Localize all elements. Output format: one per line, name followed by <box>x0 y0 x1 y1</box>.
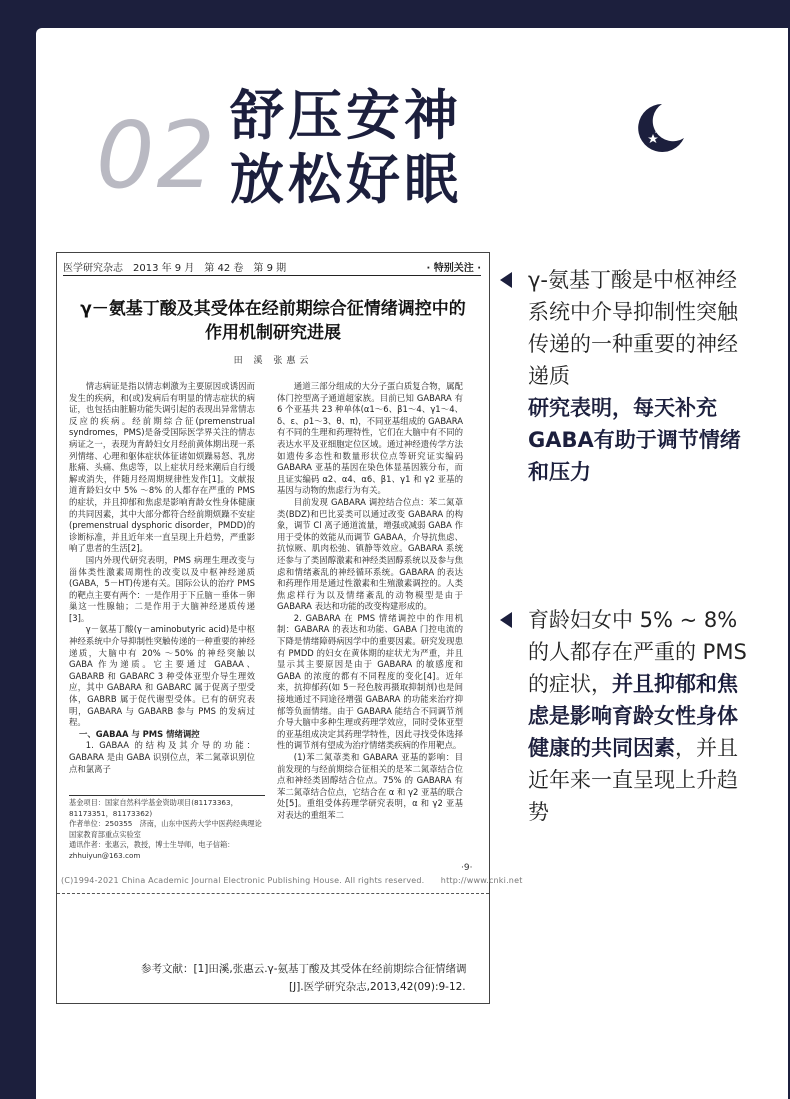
bullet-text <box>528 264 750 488</box>
moon-stars-icon <box>632 100 688 156</box>
reference-line-1: 参考文献：[1]田溪,张惠云.γ-氨基丁酸及其受体在经前期综合征情绪调 <box>141 963 467 975</box>
paragraph: (1)苯二氮䓬类和 GABARA 亚基的影响：目前发现的与经前期综合征相关的是苯二氮䓬结合位点和神经类固醇结合位点。75% 的 GABARA 有苯二氮䓬结合位点，它结合在 α 和 γ2 亚基的联合处[5]。重组受体药理学研究表明，α 和 γ2 亚基对表达的重组苯二 <box>277 752 463 820</box>
triangle-bullet-icon <box>500 272 512 288</box>
journal-article-image <box>56 252 523 1004</box>
article-authors: 田 溪 张惠云 <box>233 356 313 366</box>
page-number: ·9· <box>461 863 473 873</box>
bullet-bold-text: 研究表明，每天补充GABA有助于调节情绪和压力 <box>528 396 741 484</box>
article-left-column <box>69 381 255 811</box>
bullet-gaba-function <box>500 264 750 488</box>
bullet-pms-stats <box>500 604 750 828</box>
article-footnotes <box>69 795 265 861</box>
article-title-line-2: 作用机制研究进展 <box>205 323 341 343</box>
journal-info: 医学研究杂志 2013 年 9 月 第 42 卷 第 9 期 <box>63 263 287 274</box>
bullet-normal-text: γ-氨基丁酸是中枢神经系统中介导抑制性突触传递的一种重要的神经递质 <box>528 268 738 388</box>
journal-section: · 特别关注 · <box>426 263 481 274</box>
bullet-normal-text: 育龄妇女中 5% ~ 8% 的人都存在严重的 PMS 的症状， <box>528 608 747 696</box>
title-line-1: 舒压安神 <box>230 84 462 147</box>
footnote-affiliation: 作者单位：250355 济南，山东中医药大学中医药经典理论国家教育部重点实验室 <box>69 819 262 839</box>
paragraph: 2. GABARA 在 PMS 情绪调控中的作用机制：GABARA 的表达和功能、GABA 门控电流的下降是情绪障碍病因学中的重要因素。研究发现患有 PMDD 的妇女在黄体期的症状尤为严重，并且显示其主要原因是由于 GABARA 的敏感度和 GABA 的浓度的都有不同程度的变化[4]。近年来，抗抑郁药(如 5－羟色胺再摄取抑制剂)也是间接地通过不同途径增强 GABARA 的功能来治疗抑郁等负面情绪。由于 GABARA 能结合不同调节剂介导大脑中多种生理或药理学效应，同时受体亚型的亚基组成决定其药理学特性，因此寻找受体选择性的调节剂有望成为治疗情绪类疾病的作用靶点。 <box>277 612 463 751</box>
dashed-divider <box>57 893 489 894</box>
paragraph: 1. GABAA 的结构及其介导的功能：GABARA 是由 GABA 识别位点，苯二氮䓬识别位点和氯离子 <box>69 740 255 774</box>
triangle-bullet-icon <box>500 612 512 628</box>
section-heading: 一、GABAA 与 PMS 情绪调控 <box>79 728 200 739</box>
journal-header <box>63 259 481 276</box>
title-line-2: 放松好眠 <box>230 148 462 211</box>
paragraph: 目前发现 GABARA 调控结合位点：苯二氮䓬类(BDZ)和巴比妥类可以通过改变 GABARA 的构象，调节 Cl 离子通道流量，增强或减弱 GABA 作用于受体的效能从而调节 GABAA，介导抗焦虑、抗惊厥、肌肉松弛、镇静等效应。GABARA 系统还参与了类固醇激素和神经类固醇系统以及参与焦虑和情绪紊乱的神经循环系统。GABARA 的表达和药理作用是通过性激素和生殖激素调控的。人类焦虑样行为以及情绪紊乱的动物模型是由于 GABARA 表达和功能的改变构建形成的。 <box>277 496 463 612</box>
paragraph: γ－氨基丁酸(γ－aminobutyric acid)是中枢神经系统中介导抑制性突触传递的一种重要的神经递质，大脑中有 20% ～50% 的神经突触以 GABA 作为递质。它主要通过 GABAA、GABARB 和 GABARC 3 种受体亚型介导生理效应，其中 GABARA 和 GABARC 属于促离子型受体，GABRB 属于促代谢型受体。已有的研究表明，GABARA 与 GABARB 参与 PMS 的发病过程。 <box>69 624 255 728</box>
bullet-normal-text-end: ，并且近年来一直呈现上升趋势 <box>528 736 738 824</box>
copyright-notice: (C)1994-2021 China Academic Journal Electronic Publishing House. All rights reserved. http://www.cnki.net <box>61 876 523 885</box>
footnote-correspondence: 通讯作者：张惠云，教授，博士生导师，电子信箱：zhhuiyun@163.com <box>69 840 235 860</box>
footnote-funding: 基金项目：国家自然科学基金资助项目(81173363，81173351，81173362) <box>69 798 238 818</box>
page-title <box>230 84 462 212</box>
paragraph: 国内外现代研究表明，PMS 病理生理改变与甾体类性激素周期性的改变以及中枢神经递质(GABA，5－HT)传递有关。国际公认的治疗 PMS 的靶点主要有两个：一是作用于下丘脑－垂体－卵巢这一性腺轴；二是作用于大脑神经递质传递[3]。 <box>69 554 255 623</box>
article-right-column <box>277 381 463 859</box>
bullet-bold-text: 并且抑郁和焦虑是影响育龄女性身体健康的共同因素 <box>528 672 738 760</box>
bullet-text <box>528 604 750 828</box>
paragraph: 情志病证是指以情志刺激为主要原因或诱因而发生的疾病，和(或)发病后有明显的情志症状的病证，也包括由脏腑功能失调引起的表现出异常情志反应的疾病。经前期综合征(premenstrual syndromes，PMS)是备受国际医学界关注的情志病证之一，表现为育龄妇女月经前黄体期出现一系列情绪、心理和躯体症状体征诸如烦躁易怒、乳房胀痛、头痛、焦虑等，以上症状月经来潮后自行缓解或消失，伴随月经周期规律性发作[1]。文献报道育龄妇女中 5% ～8% 的人都存在严重的 PMS 的症状，并且抑郁和焦虑是影响育龄女性身体健康的共同因素，其中大部分都符合经前期烦躁不安症(premenstrual dysphoric disorder，PMDD)的诊断标准，并且近年来一直呈现上升趋势，严重影响了患者的生活[2]。 <box>69 381 255 554</box>
paragraph: 通道三部分组成的大分子蛋白质复合物，属配体门控型离子通道超家族。目前已知 GABARA 有 6 个亚基共 23 种单体(α1～6、β1～4、γ1～4、δ、ε、ρ1～3、θ、π)，不同亚基组成的 GABARA 有不同的生理和药理特性，它们在大脑中有不同的表达水平及亚细胞定位区域。通过神经遗传学方法如遗传多态性和数量形状位点等研究证实编码 GABARA 亚基的基因在染色体显基因簇分布，而且证实编码 α2、α4、α6、β1、γ1 和 γ2 亚基的基因与动物的焦虑行为有关。 <box>277 381 463 496</box>
article-title-line-1: γ－氨基丁酸及其受体在经前期综合征情绪调控中的 <box>80 299 466 319</box>
section-number: 02 <box>96 102 218 209</box>
reference-line-2: [J].医学研究杂志,2013,42(09):9-12. <box>289 981 466 993</box>
article-title <box>75 297 471 345</box>
